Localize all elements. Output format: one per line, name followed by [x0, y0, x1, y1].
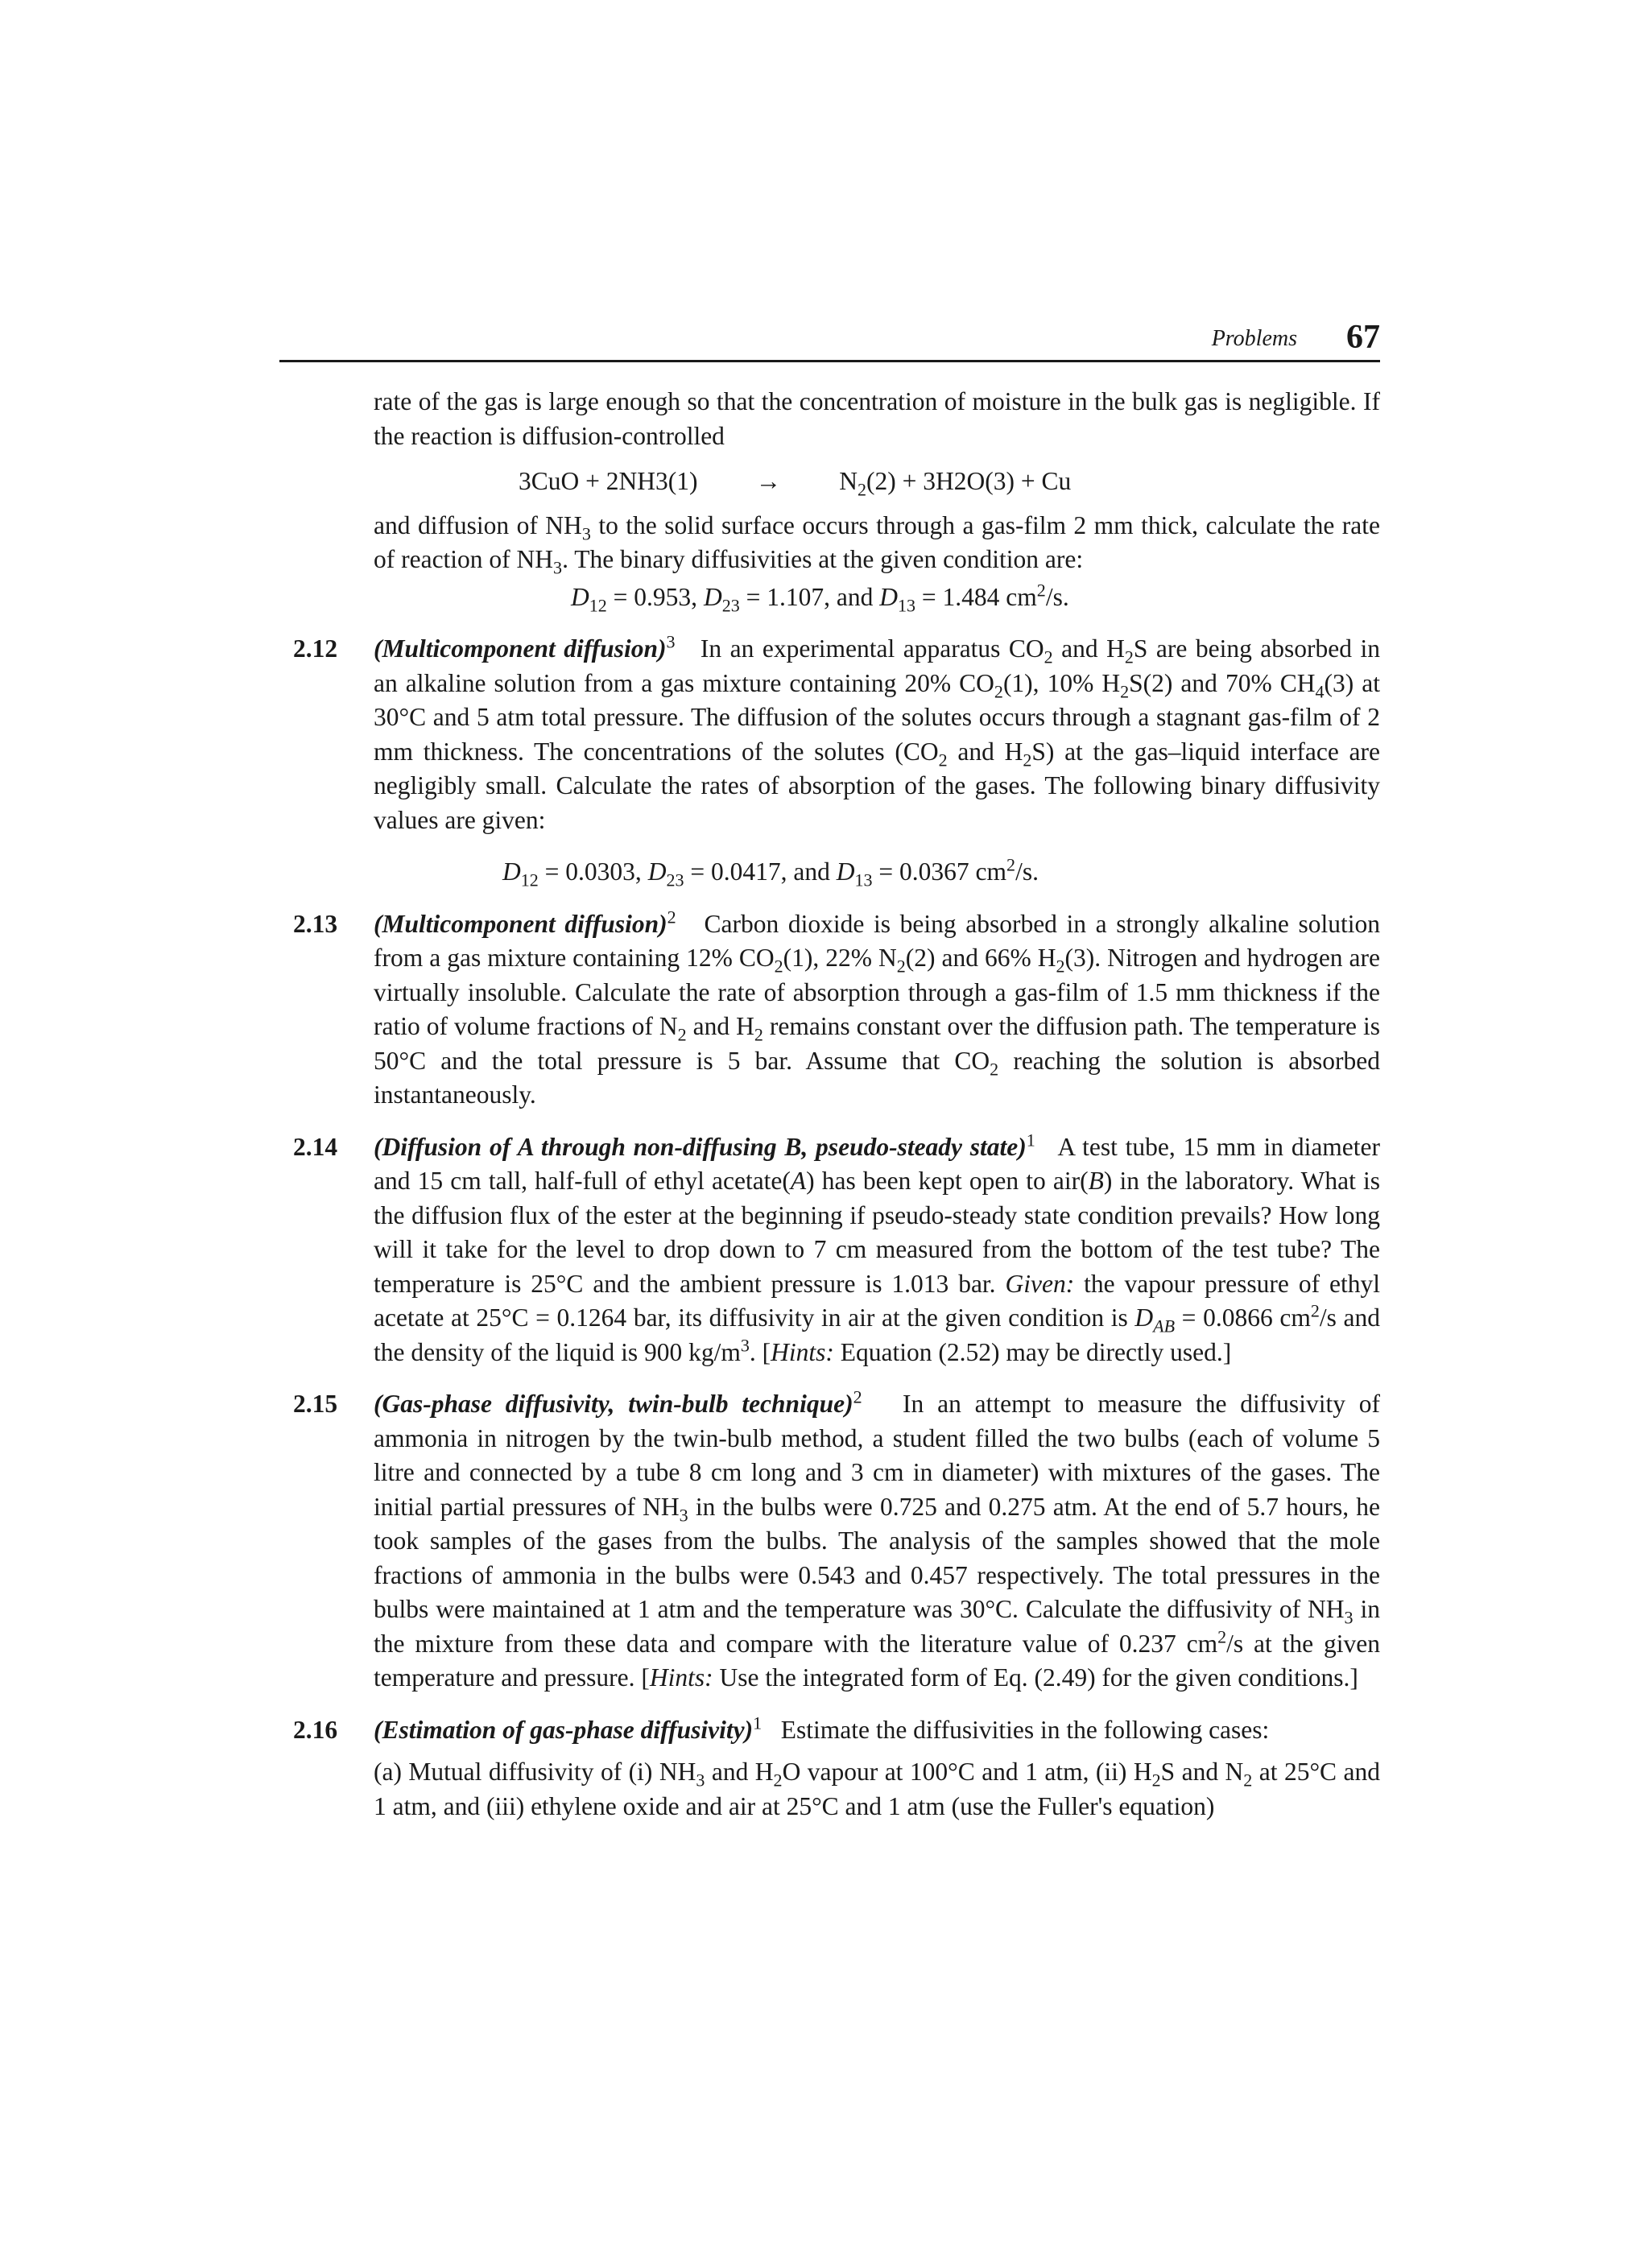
problem-title: (Diffusion of A through non-diffusing B, pseudo-steady state) — [374, 1132, 1027, 1161]
problem-text: In an attempt to measure the diffusivity of ammonia in nitrogen by the twin-bulb method, a student filled the two bulbs (each of volume 5 litre and connected by a tube 8 cm long and 3 cm in diameter) with mixtures of the gases. The initial partial pressures of $NH_3$ in the bulbs were 0.725 and 0.275 atm. At the end of 5.7 hours, he took samples of the gases from the bulbs. The analysis of the samples showed that the mole fractions of ammonia in the bulbs were 0.543 and 0.457 respectively. The total pressures in the bulbs were maintained at 1 atm and the temperature was 30°C. Calculate the diffusivity of $NH_3$ in the mixture from these data and compare with the literature value of 0.237 $cm^2/s$ at the given temperature and pressure. [Hints: Use the integrated form of Eq. (2.49) for the given conditions.] — [374, 1390, 1380, 1692]
problem-title: (Estimation of gas-phase diffusivity) — [374, 1715, 754, 1744]
problem-title: (Gas-phase diffusivity, twin-bulb technique) — [374, 1390, 853, 1418]
problem-number: 2.12 — [293, 634, 338, 663]
problem-text: Carbon dioxide is being absorbed in a strongly alkaline solution from a gas mixture containing 12% $CO_2(1)$, 22% $N_2(2)$ and 66% $H_2(3)$. Nitrogen and hydrogen are virtually insoluble. Calculate the rate of absorption through a gas-film of 1.5 mm thickness if the ratio of volume fractions of $N_2$ and $H_2$ remains constant over the diffusion path. The temperature is 50°C and the total pressure is 5 bar. Assume that $CO_2$ reaching the solution is absorbed instantaneously. — [374, 909, 1381, 1109]
problem-title: (Multicomponent diffusion) — [374, 634, 667, 663]
problem-2-12-equation: $D_{12} = 0.0303$, $D_{23} = 0.0417$, and $D_{13} = 0.0367$ $cm^2/s$. — [502, 854, 1039, 890]
problem-2-14: 2.14 (Diffusion of A through non-diffusing B, pseudo-steady state)$^1$ A test tube, 15 mm in diameter and 15 cm tall, half-full of ethyl acetate(A) has been kept open to air(B) in the laboratory. What is the diffusion flux of the ester at the beginning if pseudo-steady state condition prevails? How long will it take for the level to drop down to 7 cm measured from the bottom of the test tube? The temperature is 25°C and the ambient pressure is 1.013 bar. Given: the vapour pressure of ethyl acetate at 25°C = 0.1264 bar, its diffusivity in air at the given condition is $D_{AB} = 0.0866$ $cm^2/s$ and the density of the liquid is 900 $kg/m^3$. [Hints: Equation (2.52) may be directly used.] — [293, 1130, 1381, 1366]
page-header — [279, 318, 1380, 358]
page-number: 67 — [1346, 319, 1380, 356]
problem-number: 2.13 — [293, 909, 338, 938]
problem-2-12: 2.12 (Multicomponent diffusion)$^3$ In an experimental apparatus $CO_2$ and $H_2S$ are being absorbed in an alkaline solution from a gas mixture containing 20% $CO_2(1)$, 10% $H_2S(2)$ and 70% $CH_4(3)$ at 30°C and 5 atm total pressure. The diffusion of the solutes occurs through a stagnant gas-film of 2 mm thickness. The concentrations of the solutes ($CO_2$ and $H_2S$) at the gas–liquid interface are negligibly small. Calculate the rates of absorption of the gases. The following binary diffusivity values are given: — [293, 631, 1381, 834]
problem-text: Estimate the diffusivities in the following cases: — [780, 1715, 1270, 1744]
reaction-equation: $3CuO + 2NH3(1) \to N_2(2) + 3H2O(3) + Cu$ — [519, 467, 1072, 500]
problem-text: In an experimental apparatus $CO_2$ and $H_2S$ are being absorbed in an alkaline solution from a gas mixture containing 20% $CO_2(1)$, 10% $H_2S(2)$ and 70% $CH_4(3)$ at 30°C and 5 atm total pressure. The diffusion of the solutes occurs through a stagnant gas-film of 2 mm thickness. The concentrations of the solutes ($CO_2$ and $H_2S$) at the gas–liquid interface are negligibly small. Calculate the rates of absorption of the gases. The following binary diffusivity values are given: — [374, 634, 1381, 834]
continuation-text: rate of the gas is large enough so that the concentration of moisture in the bulk gas is negligible. If the reaction is diffusion-controlled — [374, 387, 1380, 450]
problem-2-16-part-a: (a) Mutual diffusivity of (i) $NH_3$ and $H_2O$ vapour at 100°C and 1 atm, (ii) $H_2S$ and $N_2$ at 25°C and 1 atm, and (iii) ethylene oxide and air at 25°C and 1 atm (use the Fuller's equation) — [374, 1758, 1380, 1820]
problem-number: 2.14 — [293, 1132, 338, 1161]
continuation-text-2: and diffusion of $NH_3$ to the solid surface occurs through a gas-film 2 mm thick, calculate the rate of reaction of $NH_3$. The binary diffusivities at the given condition are: — [374, 510, 1381, 578]
problem-2-16: 2.16 (Estimation of gas-phase diffusivity)$^1$ Estimate the diffusivities in the following cases: (a) Mutual diffusivity of (i) $NH_3$ and $H_2O$ vapour at 100°C and 1 atm, (ii) $H_2S$ and $N_2$ at 25°C and 1 atm, and (iii) ethylene oxide and air at 25°C and 1 atm (use the Fuller's equation) — [293, 1713, 1380, 1824]
diffusivity-equation: $D_{12} = 0.953$, $D_{23} = 1.107$, and $D_{13} = 1.484$ $cm^2/s$. — [571, 580, 1069, 615]
problem-title: (Multicomponent diffusion) — [374, 909, 667, 938]
page-body — [293, 385, 1380, 1841]
problem-2-13: 2.13 (Multicomponent diffusion)$^2$ Carbon dioxide is being absorbed in a strongly alkaline solution from a gas mixture containing 12% $CO_2(1)$, 22% $N_2(2)$ and 66% $H_2(3)$. Nitrogen and hydrogen are virtually insoluble. Calculate the rate of absorption through a gas-film of 1.5 mm thickness if the ratio of volume fractions of $N_2$ and $H_2$ remains constant over the diffusion path. The temperature is 50°C and the total pressure is 5 bar. Assume that $CO_2$ reaching the solution is absorbed instantaneously. — [293, 907, 1381, 1109]
problem-2-15: 2.15 (Gas-phase diffusivity, twin-bulb technique)$^2$ In an attempt to measure the diffusivity of ammonia in nitrogen by the twin-bulb method, a student filled the two bulbs (each of volume 5 litre and connected by a tube 8 cm long and 3 cm in diameter) with mixtures of the gases. The initial partial pressures of $NH_3$ in the bulbs were 0.725 and 0.275 atm. At the end of 5.7 hours, he took samples of the gases from the bulbs. The analysis of the samples showed that the mole fractions of ammonia in the bulbs were 0.543 and 0.457 respectively. The total pressures in the bulbs were maintained at 1 atm and the temperature was 30°C. Calculate the diffusivity of $NH_3$ in the mixture from these data and compare with the literature value of 0.237 $cm^2/s$ at the given temperature and pressure. [Hints: Use the integrated form of Eq. (2.49) for the given conditions.] — [293, 1386, 1380, 1692]
running-head: Problems — [1211, 326, 1297, 351]
problem-number: 2.16 — [293, 1715, 338, 1744]
header-rule — [279, 360, 1380, 362]
problem-number: 2.15 — [293, 1390, 338, 1418]
problem-text: A test tube, 15 mm in diameter and 15 cm tall, half-full of ethyl acetate(A) has been kept open to air(B) in the laboratory. What is the diffusion flux of the ester at the beginning if pseudo-steady state condition prevails? How long will it take for the level to drop down to 7 cm measured from the bottom of the test tube? The temperature is 25°C and the ambient pressure is 1.013 bar. Given: the vapour pressure of ethyl acetate at 25°C = 0.1264 bar, its diffusivity in air at the given condition is $D_{AB} = 0.0866$ $cm^2/s$ and the density of the liquid is 900 $kg/m^3$. [Hints: Equation (2.52) may be directly used.] — [374, 1132, 1381, 1366]
